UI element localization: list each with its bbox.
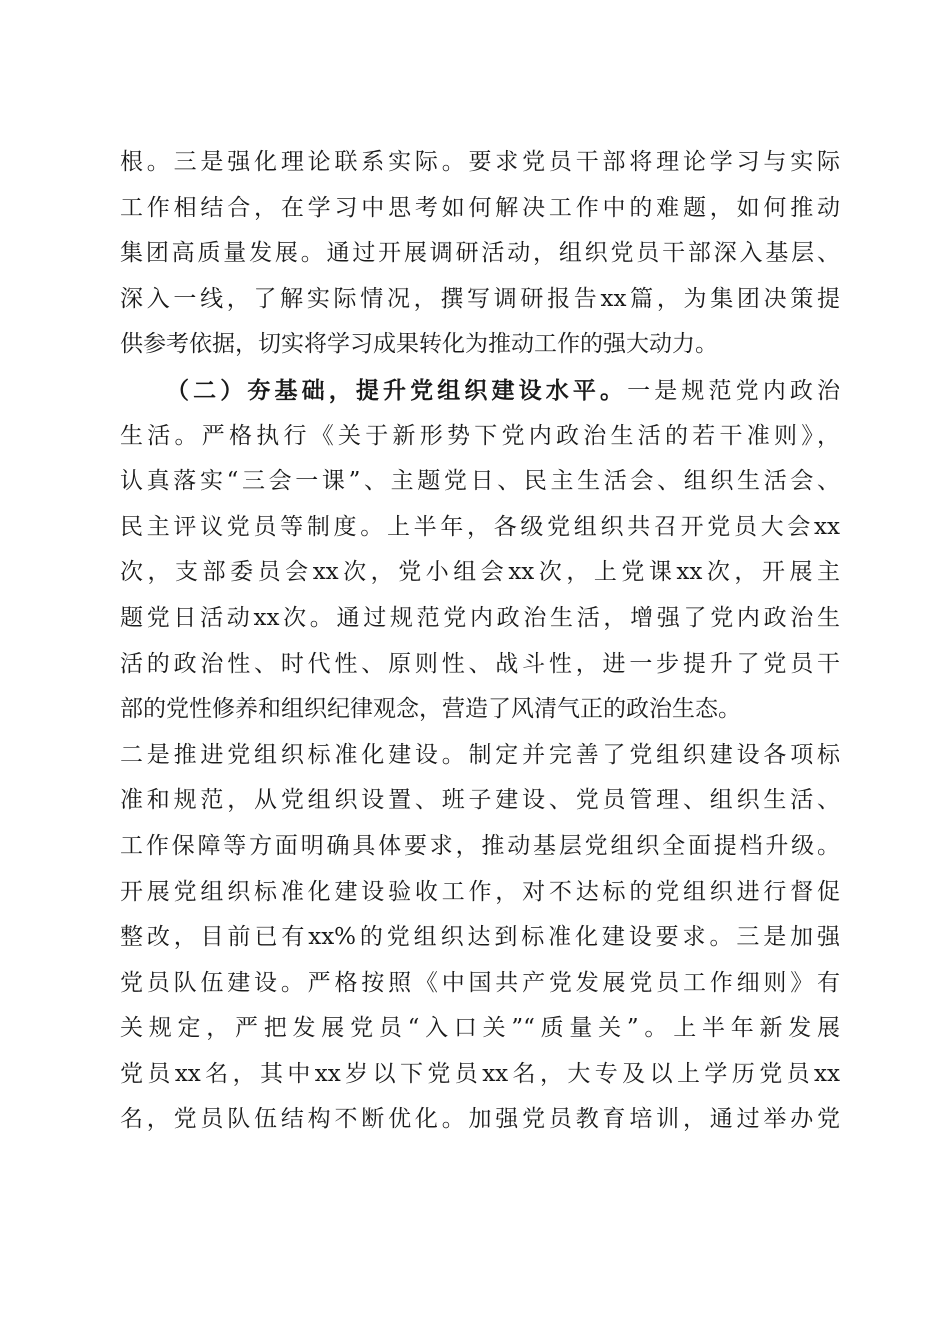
paragraph-line: 工作保障等方面明确具体要求，推动基层党组织全面提档升级。: [120, 832, 840, 859]
paragraph-line: 活的政治性、时代性、原则性、战斗性，进一步提升了党员干: [120, 650, 840, 677]
section-heading-rest: 一是规范党内政治: [627, 377, 840, 404]
paragraph-line: 关规定，严把发展党员“入口关”“质量关”。上半年新发展: [120, 1015, 840, 1042]
paragraph-line: 深入一线，了解实际情况，撰写调研报告xx篇，为集团决策提: [120, 285, 840, 312]
paragraph-line: 工作相结合，在学习中思考如何解决工作中的难题，如何推动: [120, 194, 840, 221]
paragraph-line: 认真落实“三会一课”、主题党日、民主生活会、组织生活会、: [120, 468, 840, 495]
document-body: [120, 140, 840, 1143]
section-heading-line: [120, 368, 840, 414]
paragraph-line: 供参考依据，切实将学习成果转化为推动工作的强大动力。: [120, 331, 718, 358]
paragraph-line: 部的党性修养和组织纪律观念，营造了风清气正的政治生态。: [120, 696, 741, 723]
paragraph-line: 民主评议党员等制度。上半年，各级党组织共召开党员大会xx: [120, 513, 840, 540]
paragraph-line: 集团高质量发展。通过开展调研活动，组织党员干部深入基层、: [120, 240, 840, 267]
paragraph-line: 根。三是强化理论联系实际。要求党员干部将理论学习与实际: [120, 149, 840, 175]
paragraph-line: 题党日活动xx次。通过规范党内政治生活，增强了党内政治生: [120, 604, 840, 631]
paragraph-line: 次，支部委员会xx次，党小组会xx次，上党课xx次，开展主: [120, 559, 840, 586]
paragraph-line: 开展党组织标准化建设验收工作，对不达标的党组织进行督促: [120, 878, 840, 905]
paragraph-line: 整改，目前已有xx%的党组织达到标准化建设要求。三是加强: [120, 924, 840, 951]
paragraph-line: 党员队伍建设。严格按照《中国共产党发展党员工作细则》有: [120, 969, 840, 996]
paragraph-line: 准和规范，从党组织设置、班子建设、党员管理、组织生活、: [120, 787, 840, 814]
paragraph-line: 党员xx名，其中xx岁以下党员xx名，大专及以上学历党员xx: [120, 1060, 840, 1087]
paragraph-line: 名，党员队伍结构不断优化。加强党员教育培训，通过举办党: [120, 1106, 840, 1133]
paragraph-line: 生活。严格执行《关于新形势下党内政治生活的若干准则》，: [120, 422, 840, 449]
section-heading: （二）夯基础，提升党组织建设水平。: [166, 376, 628, 404]
paragraph-line: 二是推进党组织标准化建设。制定并完善了党组织建设各项标: [120, 741, 840, 768]
